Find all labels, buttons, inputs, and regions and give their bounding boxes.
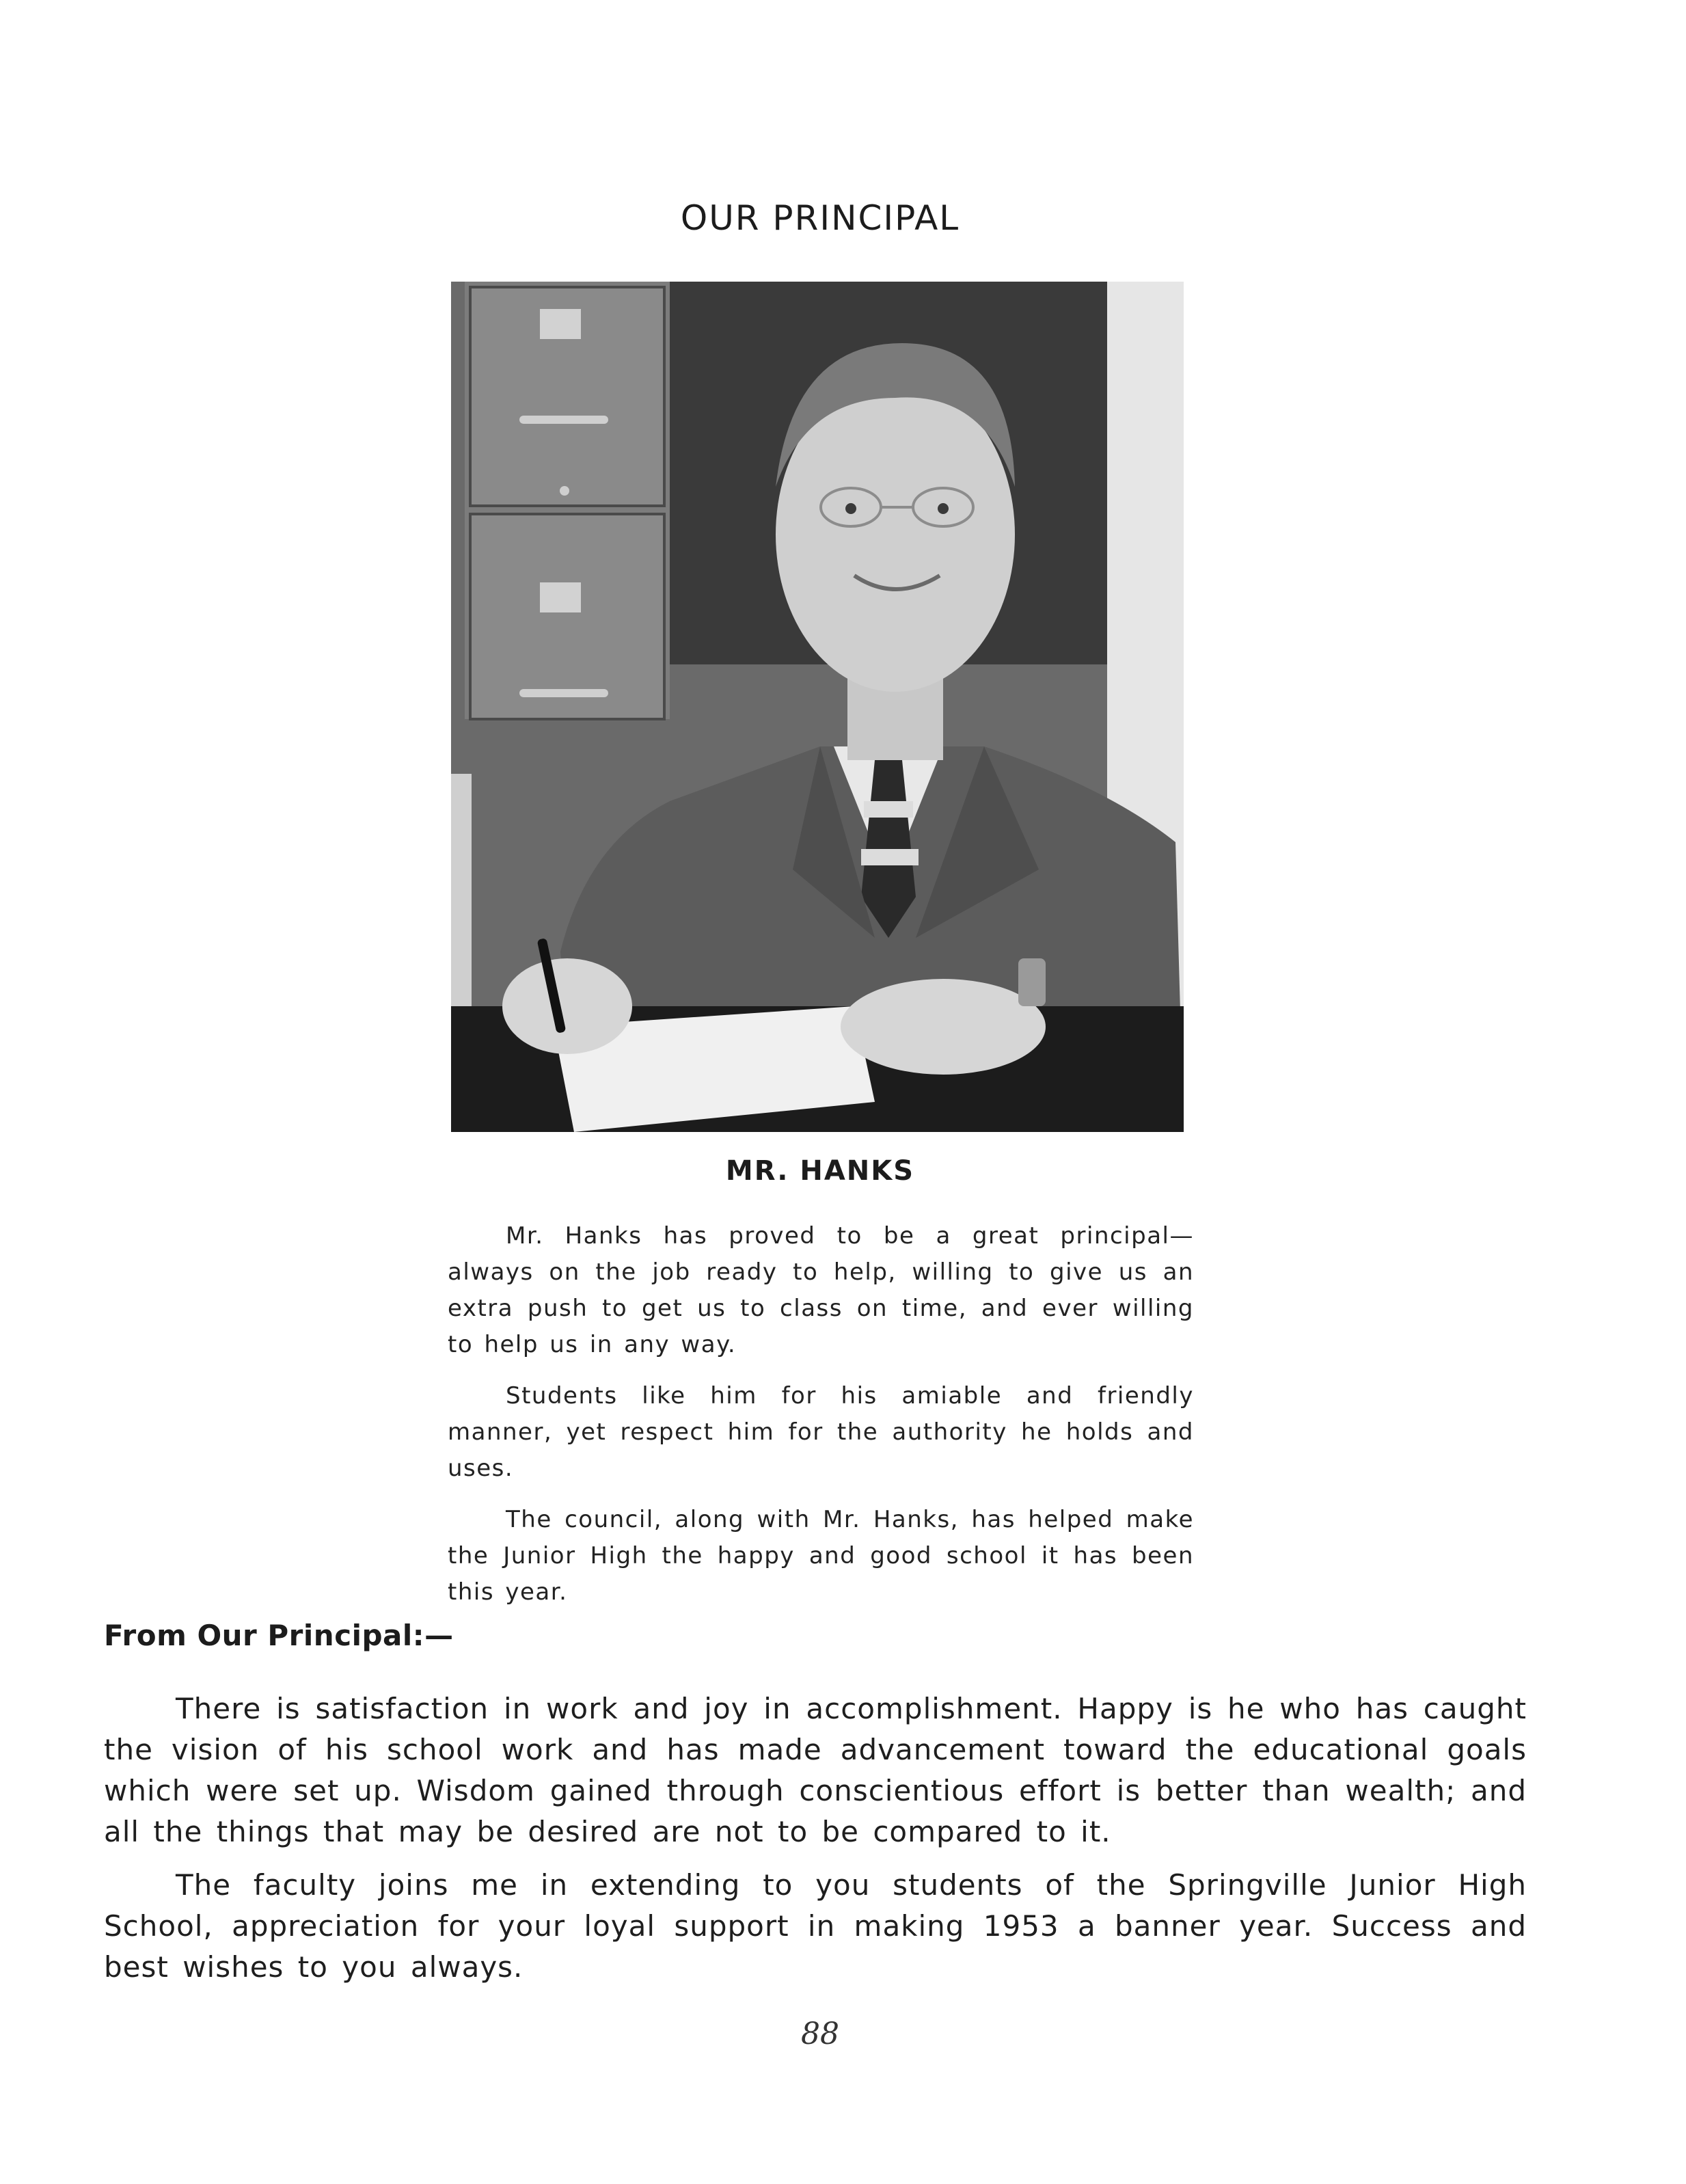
message-paragraph: There is satisfaction in work and joy in accomplishment. Happy is he who has caught the vision of his school work and has made advancement toward the educational goals which were set up. Wisdom gained through conscientious effort is better than wealth; and all the things that may be desired are not to be compared to it. xyxy=(104,1692,1527,1848)
caption-text xyxy=(448,1218,1194,1626)
principal-photo xyxy=(451,282,1184,1132)
page-number: 88 xyxy=(801,2017,839,2051)
message-heading: From Our Principal:— xyxy=(104,1619,454,1652)
caption-name: MR. HANKS xyxy=(725,1155,915,1187)
page-title: OUR PRINCIPAL xyxy=(680,198,960,238)
message-paragraph: The faculty joins me in extending to you students of the Springville Junior High School, appreciation for your loyal support in making 1953 a banner year. Success and best wishes to you always. xyxy=(104,1868,1527,1984)
principal-message xyxy=(104,1688,1527,2000)
caption-paragraph: Mr. Hanks has proved to be a great principal—always on the job ready to help, willing to give us an extra push to get us to class on time, and ever willing to help us in any way. xyxy=(448,1222,1194,1358)
caption-paragraph: The council, along with Mr. Hanks, has helped make the Junior High the happy and good school it has been this year. xyxy=(448,1506,1194,1606)
caption-paragraph: Students like him for his amiable and friendly manner, yet respect him for the authority he holds and uses. xyxy=(448,1382,1194,1482)
